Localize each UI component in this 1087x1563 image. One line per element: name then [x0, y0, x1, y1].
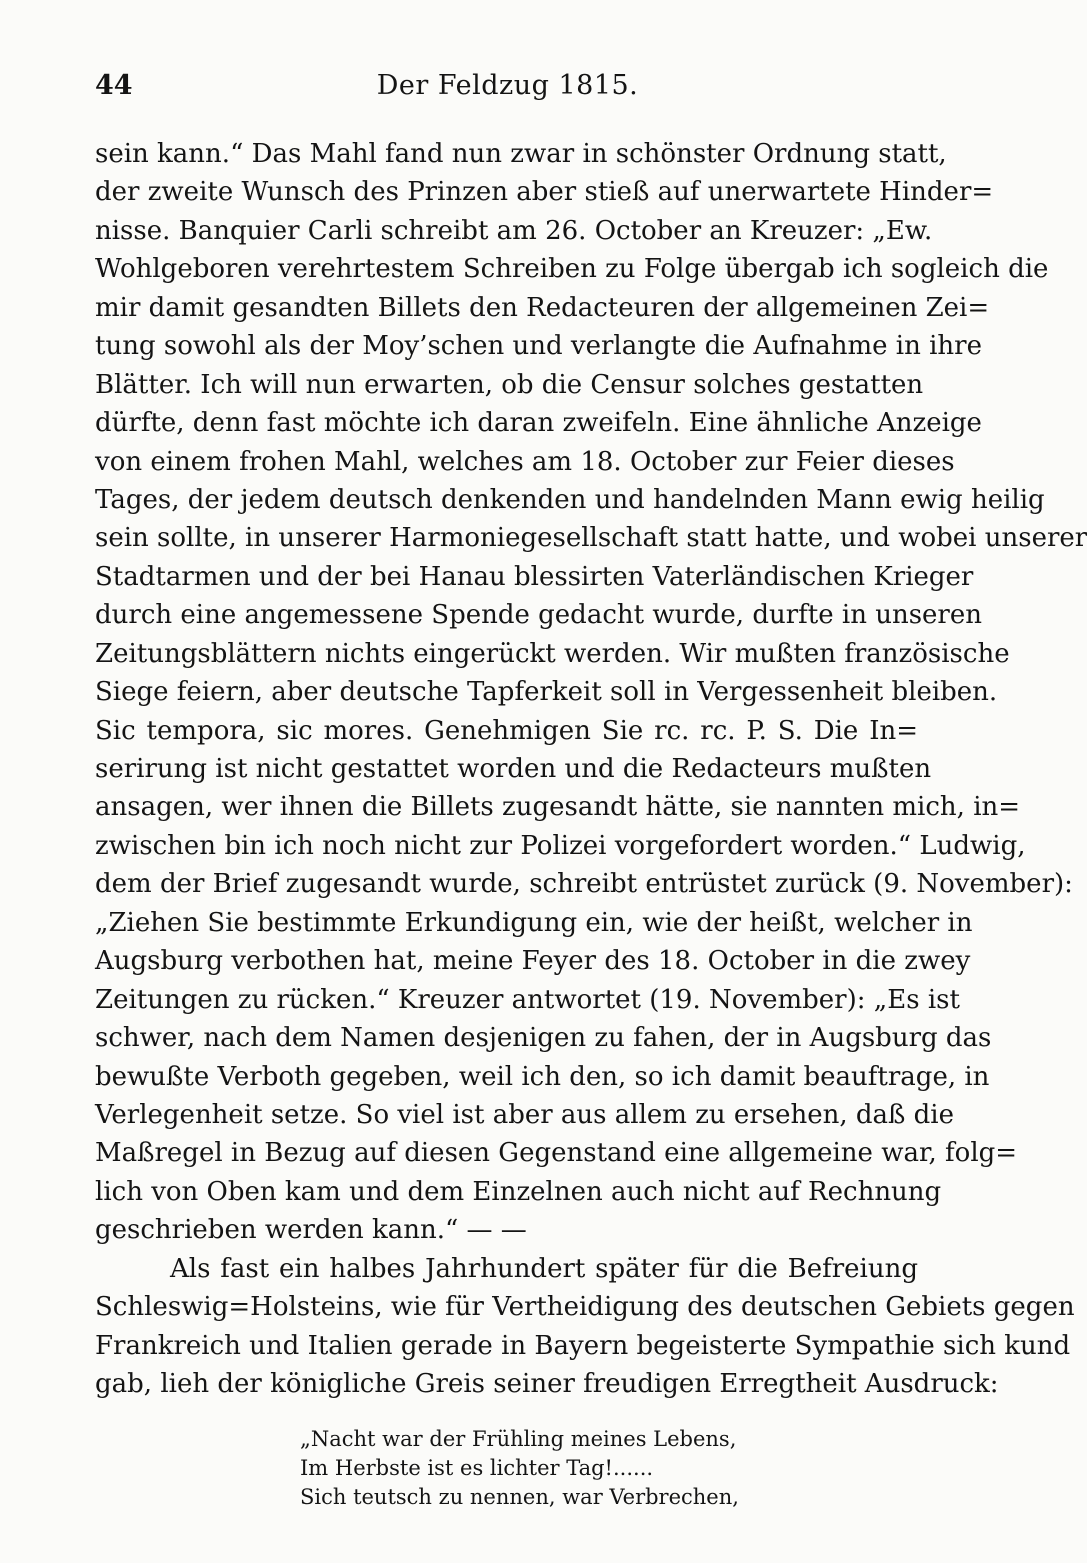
text-line: Stadtarmen und der bei Hanau blessirten Vaterländischen Krieger — [95, 561, 974, 592]
text-line: Augsburg verbothen hat, meine Feyer des 18. October in die zwey — [95, 946, 971, 977]
text-line: bewußte Verboth gegeben, weil ich den, so ich damit beauftrage, in — [95, 1061, 990, 1092]
page-number: 44 — [95, 70, 133, 101]
paragraph-1 — [95, 135, 1087, 1250]
text-line: gab, lieh der königliche Greis seiner freudigen Erregtheit Ausdruck: — [95, 1369, 999, 1400]
text-line: Tages, der jedem deutsch denkenden und handelnden Mann ewig heilig — [95, 484, 1045, 515]
text-line: sein sollte, in unserer Harmoniegesellschaft statt hatte, und wobei unserer — [95, 523, 1087, 554]
text-line: Sic tempora, sic mores. Genehmigen Sie rc. rc. P. S. Die In= — [95, 715, 918, 746]
text-line: ansagen, wer ihnen die Billets zugesandt hätte, sie nannten mich, in= — [95, 792, 1021, 823]
text-line: tung sowohl als der Moy’schen und verlangte die Aufnahme in ihre — [95, 331, 982, 362]
text-line: Schleswig=Holsteins, wie für Vertheidigung des deutschen Gebiets gegen — [95, 1292, 1075, 1323]
verse-quote — [300, 1425, 740, 1512]
text-line: Frankreich und Italien gerade in Bayern begeisterte Sympathie sich kund — [95, 1330, 1071, 1361]
verse-line: „Nacht war der Frühling meines Lebens, — [300, 1427, 737, 1451]
text-line: dem der Brief zugesandt wurde, schreibt entrüstet zurück (9. November): — [95, 869, 1073, 900]
text-line: Maßregel in Bezug auf diesen Gegenstand eine allgemeine war, folg= — [95, 1138, 1018, 1169]
text-line: Als fast ein halbes Jahrhundert später für die Befreiung — [170, 1254, 918, 1284]
text-line: mir damit gesandten Billets den Redacteuren der allgemeinen Zei= — [95, 292, 990, 323]
verse-line: Im Herbste ist es lichter Tag!...... — [300, 1456, 654, 1480]
text-line: „Ziehen Sie bestimmte Erkundigung ein, wie der heißt, welcher in — [95, 907, 973, 938]
text-line: lich von Oben kam und dem Einzelnen auch nicht auf Rechnung — [95, 1176, 942, 1207]
text-line: Verlegenheit setze. So viel ist aber aus allem zu ersehen, daß die — [95, 1099, 955, 1130]
page-header — [95, 66, 920, 106]
text-line: Zeitungsblättern nichts eingerückt werden. Wir mußten französische — [95, 638, 1010, 669]
text-line: nisse. Banquier Carli schreibt am 26. October an Kreuzer: „Ew. — [95, 215, 933, 246]
text-line: Blätter. Ich will nun erwarten, ob die Censur solches gestatten — [95, 369, 924, 400]
text-line: der zweite Wunsch des Prinzen aber stieß auf unerwartete Hinder= — [95, 177, 994, 208]
text-line: sein kann.“ Das Mahl fand nun zwar in schönster Ordnung statt, — [95, 139, 947, 169]
running-title: Der Feldzug 1815. — [376, 70, 639, 101]
text-line: serirung ist nicht gestattet worden und die Redacteurs mußten — [95, 754, 932, 784]
text-line: zwischen bin ich noch nicht zur Polizei vorgefordert worden.“ Ludwig, — [95, 830, 1026, 861]
text-line: Siege feiern, aber deutsche Tapferkeit soll in Vergessenheit bleiben. — [95, 677, 998, 708]
text-line: von einem frohen Mahl, welches am 18. October zur Feier dieses — [95, 446, 955, 477]
text-line: geschrieben werden kann.“ — — — [95, 1215, 527, 1246]
text-line: Zeitungen zu rücken.“ Kreuzer antwortet (19. November): „Es ist — [95, 984, 960, 1015]
paragraph-2 — [95, 1250, 1075, 1404]
verse-line: Sich teutsch zu nennen, war Verbrechen, — [300, 1485, 739, 1509]
text-line: dürfte, denn fast möchte ich daran zweifeln. Eine ähnliche Anzeige — [95, 408, 982, 439]
text-line: Wohlgeboren verehrtestem Schreiben zu Folge übergab ich sogleich die — [95, 254, 1049, 285]
text-line: schwer, nach dem Namen desjenigen zu fahen, der in Augsburg das — [95, 1023, 992, 1054]
text-line: durch eine angemessene Spende gedacht wurde, durfte in unseren — [95, 600, 982, 631]
